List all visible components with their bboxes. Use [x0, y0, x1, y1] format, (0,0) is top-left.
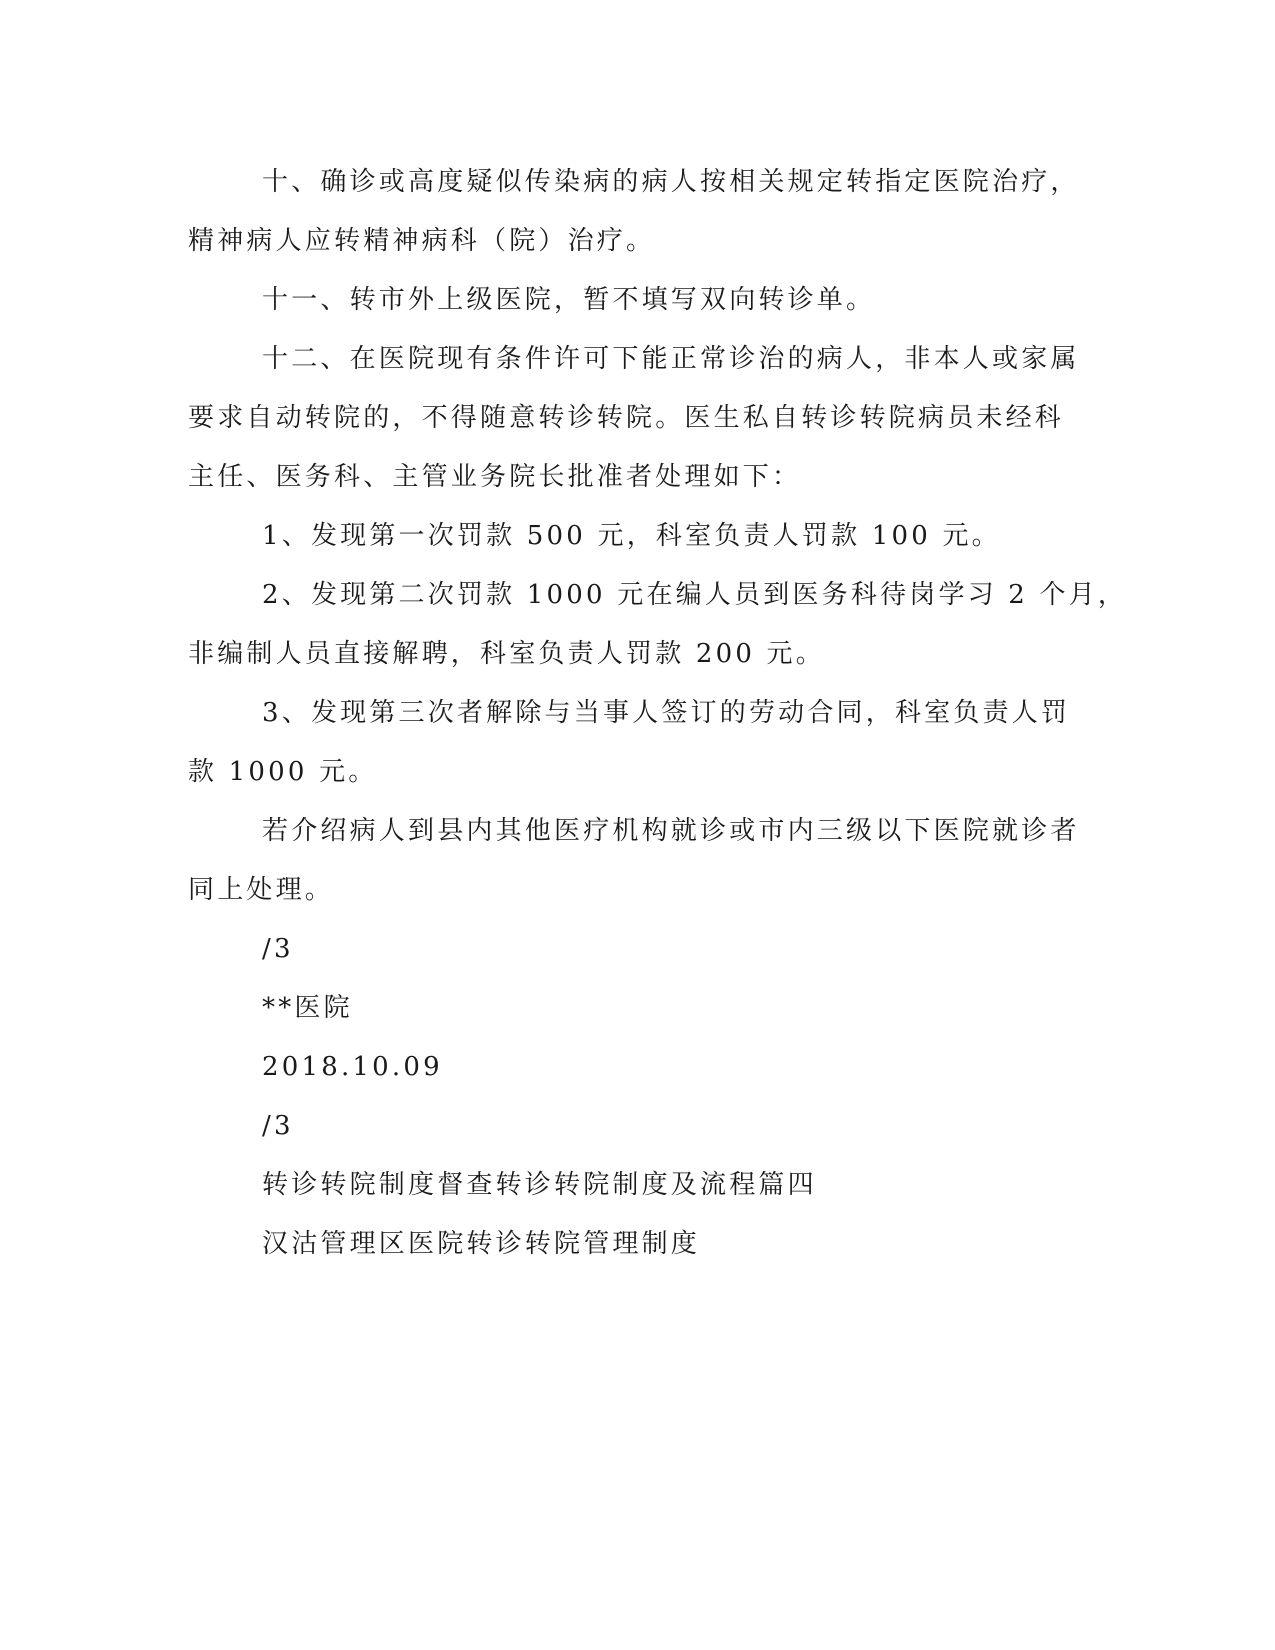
- page-fraction-1: /3: [262, 934, 294, 964]
- paragraph-12-line-1: 十二、在医院现有条件许可下能正常诊治的病人，非本人或家属: [262, 344, 1080, 374]
- paragraph-12-line-2: 要求自动转院的，不得随意转诊转院。医生私自转诊转院病员未经科: [188, 403, 1065, 433]
- page-fraction-2: /3: [262, 1111, 294, 1141]
- penalty-item-2-line-1: 2、发现第二次罚款 1000 元在编人员到医务科待岗学习 2 个月，: [262, 580, 1128, 610]
- referral-note-line-2: 同上处理。: [188, 875, 335, 905]
- section-heading: 转诊转院制度督查转诊转院制度及流程篇四: [262, 1170, 817, 1200]
- section-subheading: 汉沽管理区医院转诊转院管理制度: [262, 1229, 701, 1259]
- penalty-item-1: 1、发现第一次罚款 500 元，科室负责人罚款 100 元。: [262, 521, 1001, 551]
- penalty-item-3-line-1: 3、发现第三次者解除与当事人签订的劳动合同，科室负责人罚: [262, 698, 1071, 728]
- paragraph-12-line-3: 主任、医务科、主管业务院长批准者处理如下：: [188, 462, 802, 492]
- penalty-item-3-line-2: 款 1000 元。: [188, 757, 378, 787]
- hospital-name: **医院: [262, 993, 353, 1023]
- penalty-item-2-line-2: 非编制人员直接解聘，科室负责人罚款 200 元。: [188, 639, 825, 669]
- paragraph-10-line-2: 精神病人应转精神病科（院）治疗。: [188, 226, 656, 256]
- paragraph-11: 十一、转市外上级医院，暂不填写双向转诊单。: [262, 285, 876, 315]
- document-date: 2018.10.09: [262, 1052, 443, 1082]
- paragraph-10-line-1: 十、确诊或高度疑似传染病的病人按相关规定转指定医院治疗，: [262, 167, 1080, 197]
- referral-note-line-1: 若介绍病人到县内其他医疗机构就诊或市内三级以下医院就诊者: [262, 816, 1080, 846]
